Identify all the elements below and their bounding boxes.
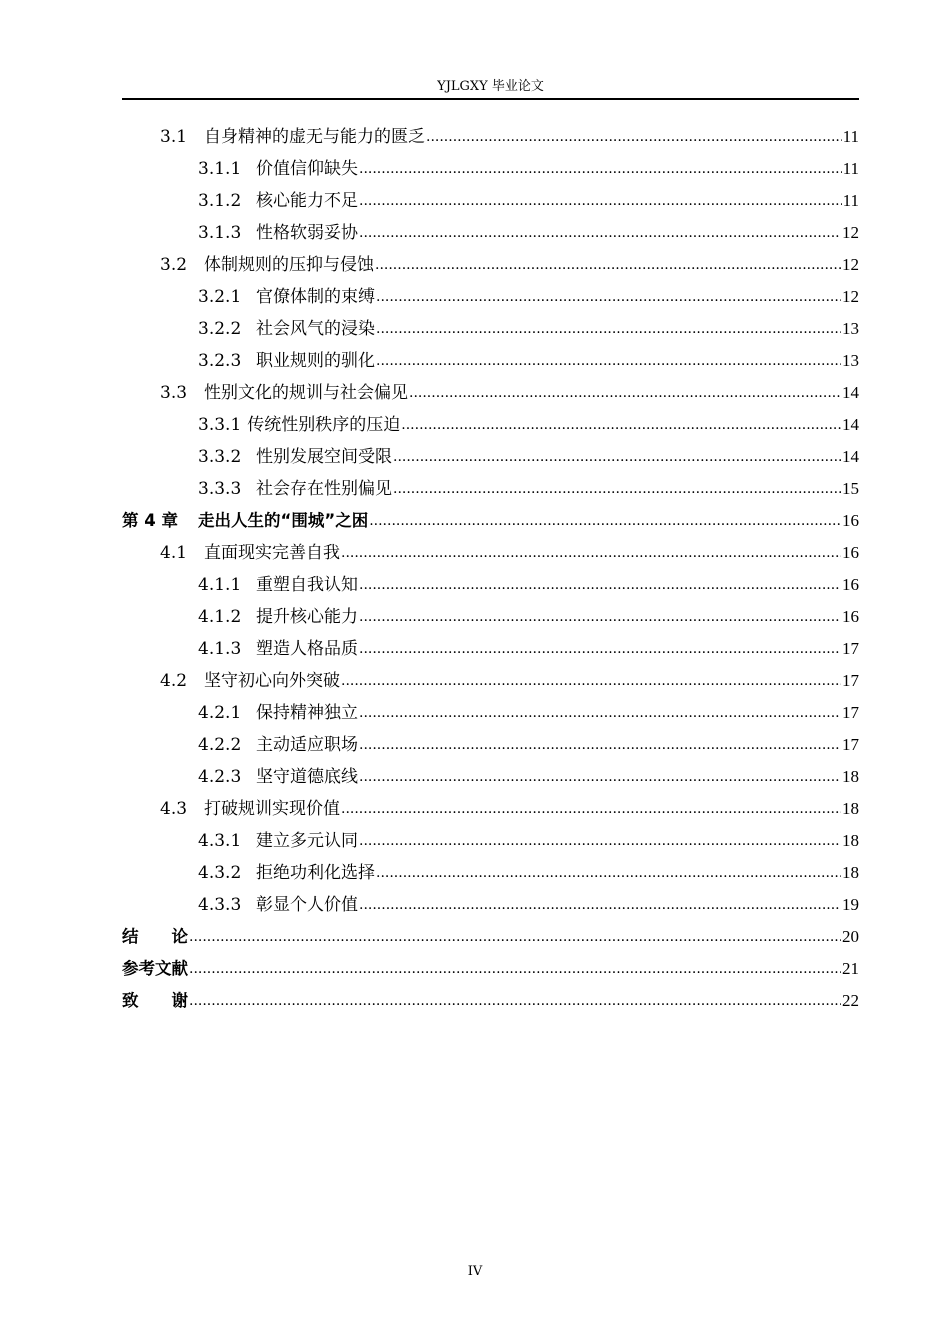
toc-leader-dots [359, 606, 841, 628]
toc-entry[interactable] [122, 532, 859, 564]
toc-entry-number: 第 4 章 [122, 511, 178, 530]
toc-entry-number: 4.3.3 [198, 895, 242, 915]
toc-entry-title: 坚守初心向外突破 [204, 671, 340, 691]
toc-leader-dots [376, 318, 841, 340]
toc-leader-dots [359, 574, 841, 596]
toc-leader-dots [409, 382, 841, 404]
toc-entry-page: 14 [842, 383, 859, 402]
toc-entry-title: 价值信仰缺失 [256, 159, 358, 179]
toc-entry-title: 性别文化的规训与社会偏见 [204, 383, 408, 403]
toc-entry-title: 社会风气的浸染 [256, 319, 375, 339]
toc-leader-dots [189, 926, 841, 948]
toc-entry[interactable] [122, 468, 859, 500]
toc-entry[interactable] [122, 692, 859, 724]
toc-entry-number: 3.3.3 [198, 479, 242, 499]
toc-leader-dots [359, 638, 841, 660]
toc-leader-dots [369, 510, 841, 532]
toc-leader-dots [401, 414, 841, 436]
toc-leader-dots [376, 862, 841, 884]
toc-entry-page: 12 [842, 223, 859, 242]
toc-leader-dots [376, 286, 841, 308]
toc-entry-title: 核心能力不足 [256, 191, 358, 211]
toc-entry[interactable] [122, 404, 859, 436]
toc-entry-number: 4.3.2 [198, 863, 242, 883]
toc-entry[interactable] [122, 788, 859, 820]
toc-entry-page: 17 [842, 735, 859, 754]
toc-entry-number: 3.2.1 [198, 287, 242, 307]
table-of-contents [122, 116, 859, 1012]
toc-entry-number: 4.2.3 [198, 767, 242, 787]
toc-entry-title: 性别发展空间受限 [256, 447, 392, 467]
toc-entry-page: 16 [842, 607, 859, 626]
toc-entry[interactable] [122, 596, 859, 628]
toc-entry-number: 4.3.1 [198, 831, 242, 851]
toc-entry-page: 17 [842, 639, 859, 658]
toc-leader-dots [359, 894, 841, 916]
toc-entry-page: 19 [842, 895, 859, 914]
toc-entry[interactable] [122, 308, 859, 340]
toc-entry-title: 传统性别秩序的压迫 [247, 415, 401, 435]
toc-entry-page: 16 [842, 575, 859, 594]
toc-entry-title: 打破规训实现价值 [204, 799, 340, 819]
toc-entry[interactable] [122, 372, 859, 404]
toc-leader-dots [359, 766, 841, 788]
toc-entry-number: 3.2.2 [198, 319, 242, 339]
toc-entry-title: 彰显个人价值 [256, 895, 358, 915]
toc-entry[interactable] [122, 244, 859, 276]
toc-entry-number: 3.2.3 [198, 351, 242, 371]
toc-leader-dots [393, 478, 841, 500]
toc-leader-dots [376, 350, 841, 372]
toc-entry[interactable] [122, 180, 859, 212]
toc-leader-dots [359, 830, 841, 852]
toc-entry[interactable] [122, 340, 859, 372]
toc-entry-number: 3.1 [160, 127, 188, 147]
toc-entry-page: 21 [842, 959, 859, 978]
toc-entry-title: 体制规则的压抑与侵蚀 [204, 255, 374, 275]
toc-entry-title: 保持精神独立 [256, 703, 358, 723]
toc-entry-page: 15 [842, 479, 859, 498]
toc-entry-number: 4.2.2 [198, 735, 242, 755]
toc-entry[interactable] [122, 628, 859, 660]
toc-leader-dots [359, 190, 842, 212]
page-number: IV [467, 1264, 483, 1279]
toc-entry-title: 自身精神的虚无与能力的匮乏 [204, 127, 425, 147]
toc-leader-dots [375, 254, 841, 276]
toc-entry-number: 3.1.1 [198, 159, 242, 179]
toc-entry-page: 11 [842, 159, 859, 178]
toc-entry[interactable] [122, 820, 859, 852]
toc-entry-title: 建立多元认同 [256, 831, 358, 851]
toc-entry-page: 14 [842, 447, 859, 466]
toc-entry-title: 官僚体制的束缚 [256, 287, 375, 307]
toc-leader-dots [359, 702, 841, 724]
toc-leader-dots [359, 734, 841, 756]
toc-entry-page: 11 [842, 127, 859, 146]
toc-entry-page: 18 [842, 831, 859, 850]
toc-entry-number: 4.2 [160, 671, 188, 691]
toc-leader-dots [189, 958, 841, 980]
toc-entry[interactable] [122, 116, 859, 148]
toc-entry-title: 塑造人格品质 [256, 639, 358, 659]
toc-entry-title: 参考文献 [122, 959, 188, 978]
toc-entry-title: 性格软弱妥协 [256, 223, 358, 243]
toc-entry[interactable] [122, 148, 859, 180]
toc-leader-dots [341, 670, 841, 692]
toc-entry-number: 4.1.1 [198, 575, 242, 595]
toc-leader-dots [359, 158, 842, 180]
toc-entry-title: 走出人生的“围城”之困 [198, 511, 369, 530]
toc-entry-number: 3.1.2 [198, 191, 242, 211]
toc-entry[interactable] [122, 276, 859, 308]
toc-entry[interactable] [122, 500, 859, 532]
toc-leader-dots [359, 222, 841, 244]
toc-entry[interactable] [122, 916, 859, 948]
toc-entry-number: 3.3 [160, 383, 188, 403]
toc-entry-page: 14 [842, 415, 859, 434]
toc-entry-number: 4.1 [160, 543, 188, 563]
toc-entry[interactable] [122, 436, 859, 468]
toc-entry-title: 职业规则的驯化 [256, 351, 375, 371]
toc-entry-page: 11 [842, 191, 859, 210]
toc-entry-number: 4.3 [160, 799, 188, 819]
toc-entry[interactable] [122, 660, 859, 692]
toc-entry-page: 18 [842, 863, 859, 882]
toc-entry[interactable] [122, 212, 859, 244]
toc-entry-page: 16 [842, 511, 859, 530]
page-header: YJLGXY 毕业论文 [122, 76, 859, 100]
toc-entry-title: 重塑自我认知 [256, 575, 358, 595]
toc-entry-title: 主动适应职场 [256, 735, 358, 755]
toc-entry[interactable] [122, 980, 859, 1012]
toc-entry-page: 12 [842, 255, 859, 274]
toc-entry-title: 结 论 [122, 927, 188, 946]
toc-entry-page: 20 [842, 927, 859, 946]
toc-entry-title: 直面现实完善自我 [204, 543, 340, 563]
toc-entry-number: 4.1.3 [198, 639, 242, 659]
toc-entry[interactable] [122, 724, 859, 756]
toc-entry-number: 4.1.2 [198, 607, 242, 627]
toc-entry-page: 16 [842, 543, 859, 562]
toc-leader-dots [189, 990, 841, 1012]
toc-leader-dots [341, 542, 841, 564]
toc-entry-title: 提升核心能力 [256, 607, 358, 627]
toc-entry[interactable] [122, 948, 859, 980]
toc-entry-page: 17 [842, 671, 859, 690]
toc-entry-title: 坚守道德底线 [256, 767, 358, 787]
toc-entry-page: 12 [842, 287, 859, 306]
toc-entry-page: 18 [842, 799, 859, 818]
toc-entry-page: 17 [842, 703, 859, 722]
toc-entry[interactable] [122, 564, 859, 596]
toc-entry-title: 拒绝功利化选择 [256, 863, 375, 883]
toc-entry-title: 社会存在性别偏见 [256, 479, 392, 499]
toc-entry-number: 3.2 [160, 255, 188, 275]
toc-entry-page: 13 [842, 351, 859, 370]
toc-entry-number: 3.1.3 [198, 223, 242, 243]
toc-entry-page: 22 [842, 991, 859, 1010]
toc-leader-dots [393, 446, 841, 468]
toc-entry-number: 4.2.1 [198, 703, 242, 723]
toc-entry-page: 13 [842, 319, 859, 338]
toc-entry-page: 18 [842, 767, 859, 786]
toc-entry[interactable] [122, 884, 859, 916]
toc-entry-number: 3.3.1 [198, 415, 242, 435]
toc-leader-dots [426, 126, 842, 148]
toc-leader-dots [341, 798, 841, 820]
toc-entry-number: 3.3.2 [198, 447, 242, 467]
toc-entry-title: 致 谢 [122, 991, 188, 1010]
toc-entry[interactable] [122, 852, 859, 884]
toc-entry[interactable] [122, 756, 859, 788]
